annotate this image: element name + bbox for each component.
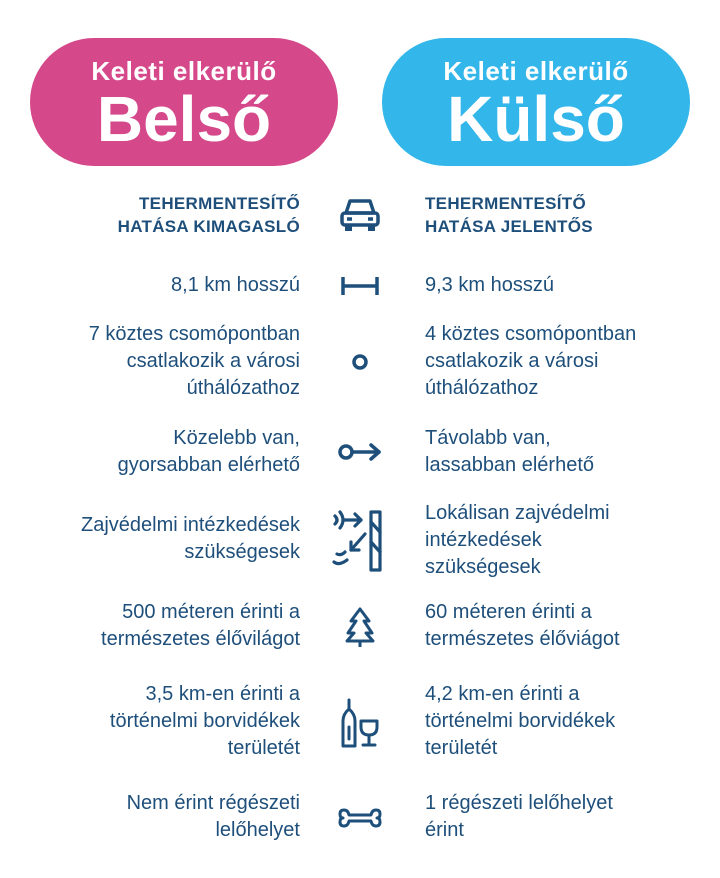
text-line: gyorsabban elérhető <box>117 454 300 476</box>
text-line: TEHERMENTESÍTŐ <box>139 194 300 213</box>
text-line: 7 köztes csomópontban <box>88 323 300 345</box>
left-text <box>0 192 300 238</box>
right-text <box>425 790 705 844</box>
text-line: Nem érint régészeti <box>126 792 300 814</box>
right-header-pill <box>382 38 690 166</box>
text-line: történelmi borvidékek <box>109 710 300 732</box>
text-line: szükségesek <box>425 556 541 578</box>
text-line: HATÁSA KIMAGASLÓ <box>117 217 300 236</box>
left-text <box>0 599 300 653</box>
text-line: természetes élőviágot <box>425 628 620 650</box>
text-line: Zajvédelmi intézkedések <box>81 514 300 536</box>
text-line: Távolabb van, <box>425 427 551 449</box>
left-text <box>0 272 300 299</box>
text-line: lelőhelyet <box>215 819 300 841</box>
text-line: 4 köztes csomópontban <box>425 323 637 345</box>
right-text <box>425 425 705 479</box>
length-icon <box>330 272 390 300</box>
text-line: 60 méteren érinti a <box>425 601 592 623</box>
right-text <box>425 192 705 238</box>
right-text <box>425 599 705 653</box>
text-line: természetes élővilágot <box>101 628 300 650</box>
left-text <box>0 790 300 844</box>
text-line: 500 méteren érinti a <box>122 601 300 623</box>
text-line: szükségesek <box>184 541 300 563</box>
left-text <box>0 425 300 479</box>
text-line: úthálózathoz <box>425 377 539 399</box>
text-line: területét <box>227 737 300 759</box>
text-line: HATÁSA JELENTŐS <box>425 217 593 236</box>
right-text <box>425 321 705 402</box>
text-line: 4,2 km-en érinti a <box>425 683 580 705</box>
left-header-subtitle: Keleti elkerülő <box>91 56 277 86</box>
text-line: történelmi borvidékek <box>425 710 616 732</box>
right-header-subtitle: Keleti elkerülő <box>443 56 629 86</box>
right-text <box>425 272 705 299</box>
text-line: érint <box>425 819 464 841</box>
text-line: Közelebb van, <box>173 427 300 449</box>
text-line: 9,3 km hosszú <box>425 274 554 296</box>
node-icon <box>330 347 390 377</box>
left-header-title: Belső <box>96 83 272 155</box>
tree-icon <box>330 603 390 651</box>
text-line: Lokálisan zajvédelmi <box>425 502 610 524</box>
right-text <box>425 500 705 581</box>
bone-icon <box>330 804 390 832</box>
text-line: csatlakozik a városi <box>126 350 300 372</box>
text-line: TEHERMENTESÍTŐ <box>425 194 586 213</box>
text-line: 8,1 km hosszú <box>171 274 300 296</box>
right-header-title: Külső <box>447 83 625 155</box>
left-header-pill <box>30 38 338 166</box>
noise-barrier-icon <box>330 506 390 576</box>
text-line: intézkedések <box>425 529 542 551</box>
wine-icon <box>330 695 390 751</box>
text-line: 1 régészeti lelőhelyet <box>425 792 613 814</box>
car-icon <box>330 190 390 240</box>
left-text <box>0 321 300 402</box>
distance-arrow-icon <box>330 437 390 467</box>
text-line: lassabban elérhető <box>425 454 595 476</box>
left-text <box>0 512 300 566</box>
text-line: 3,5 km-en érinti a <box>145 683 300 705</box>
text-line: csatlakozik a városi <box>425 350 599 372</box>
left-text <box>0 681 300 762</box>
text-line: területét <box>425 737 498 759</box>
right-text <box>425 681 705 762</box>
text-line: úthálózathoz <box>186 377 300 399</box>
